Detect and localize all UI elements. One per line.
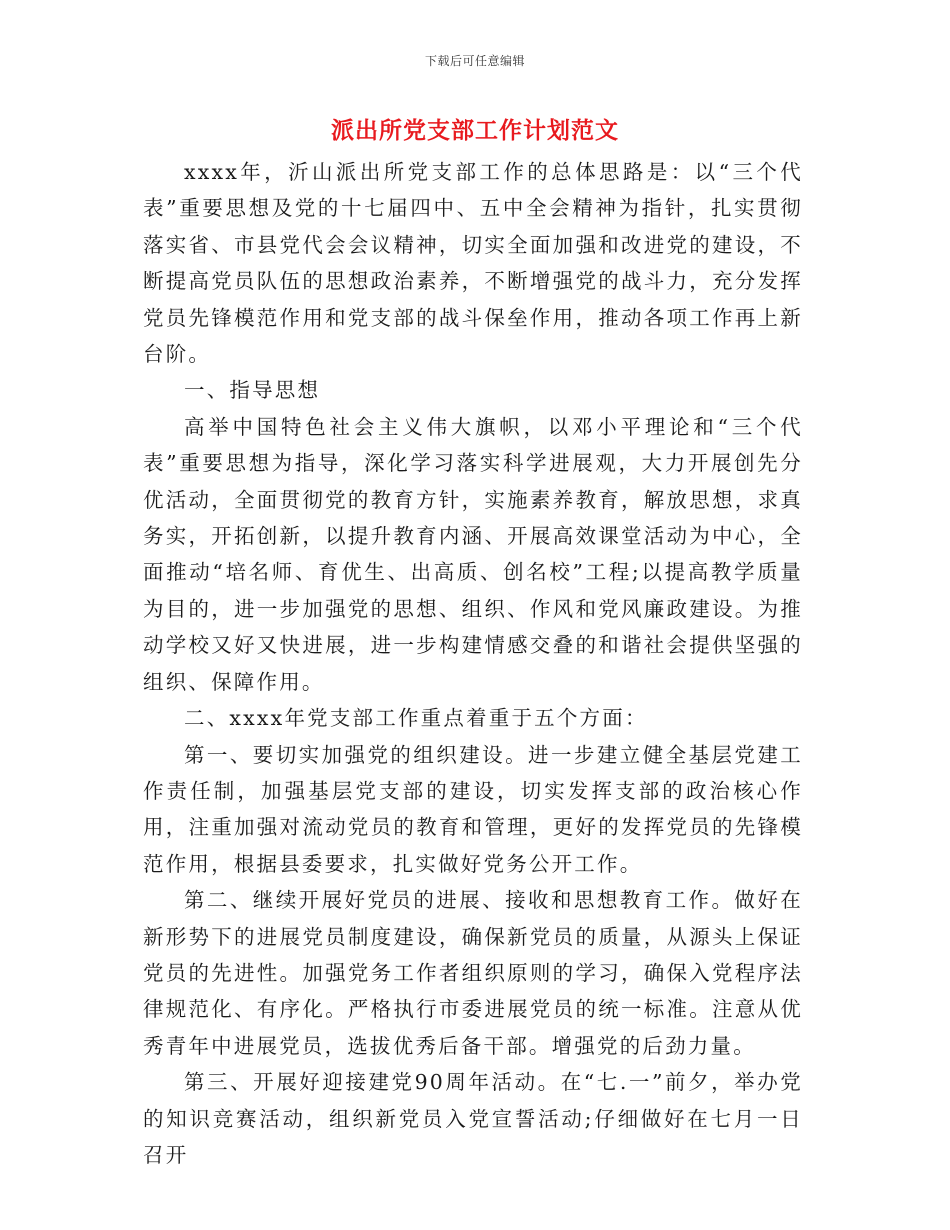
document-body — [143, 154, 803, 1173]
document-title: 派出所党支部工作计划范文 — [331, 118, 619, 144]
paragraph-point-three: 第三、开展好迎接建党90周年活动。在“七.一”前夕，举办党的知识竞赛活动，组织新党员入党宣誓活动;仔细做好在七月一日召开 — [143, 1070, 803, 1167]
header-note: 下载后可任意编辑 — [424, 54, 525, 68]
paragraph-point-one: 第一、要切实加强党的组织建设。进一步建立健全基层党建工作责任制，加强基层党支部的建设，切实发挥支部的政治核心作用，注重加强对流动党员的教育和管理，更好的发挥党员的先锋模范作用，根据县委要求，扎实做好党务公开工作。 — [143, 742, 803, 876]
paragraph-guiding-ideology: 高举中国特色社会主义伟大旗帜，以邓小平理论和“三个代表”重要思想为指导，深化学习落实科学进展观，大力开展创先分优活动，全面贯彻党的教育方针，实施素养教育，解放思想，求真务实，开拓创新，以提升教育内涵、开展高效课堂活动为中心，全面推动“培名师、育优生、出高质、创名校”工程;以提高教学质量为目的，进一步加强党的思想、组织、作风和党风廉政建设。为推动学校又好又快进展，进一步构建情感交叠的和谐社会提供坚强的组织、保障作用。 — [143, 414, 803, 694]
paragraph-intro: xxxx年，沂山派出所党支部工作的总体思路是：以“三个代表”重要思想及党的十七届四中、五中全会精神为指针，扎实贯彻落实省、市县党代会会议精神，切实全面加强和改进党的建设，不断提高党员队伍的思想政治素养，不断增强党的战斗力，充分发挥党员先锋模范作用和党支部的战斗保垒作用，推动各项工作再上新台阶。 — [143, 160, 803, 367]
section-heading-key-work: 二、xxxx年党支部工作重点着重于五个方面： — [184, 706, 648, 731]
section-heading-guiding-ideology: 一、指导思想 — [184, 378, 321, 403]
paragraph-point-two: 第二、继续开展好党员的进展、接收和思想教育工作。做好在新形势下的进展党员制度建设，确保新党员的质量，从源头上保证党员的先进性。加强党务工作者组织原则的学习，确保入党程序法律规范化、有序化。严格执行市委进展党员的统一标准。注意从优秀青年中进展党员，选拔优秀后备干部。增强党的后劲力量。 — [143, 888, 803, 1058]
